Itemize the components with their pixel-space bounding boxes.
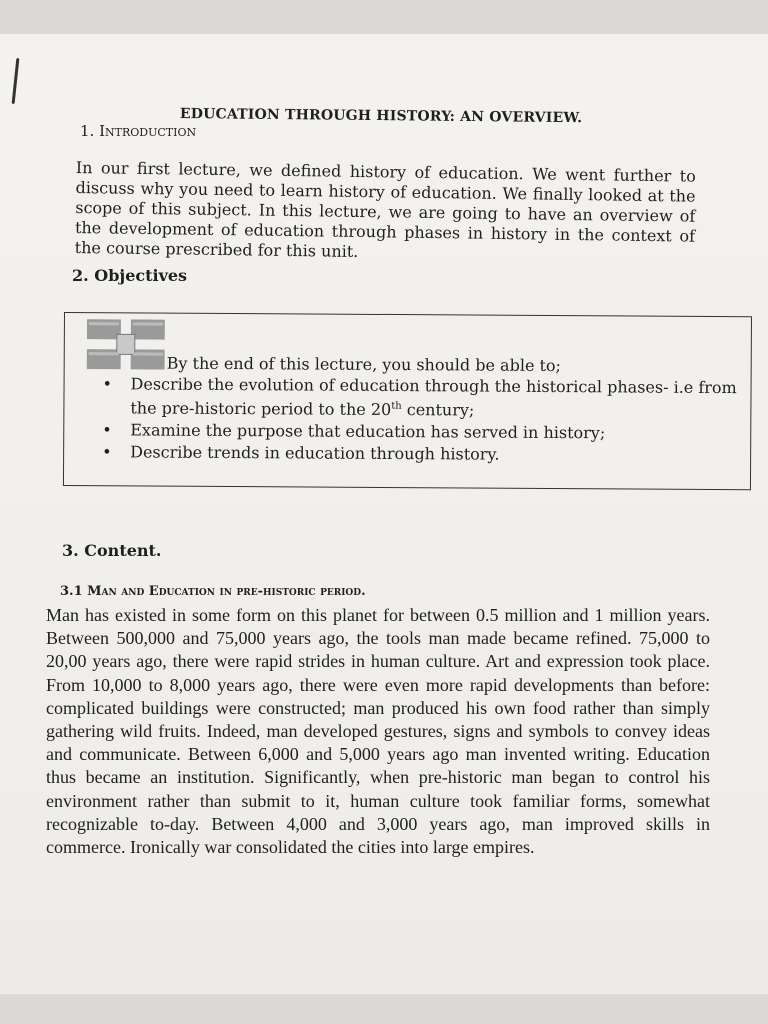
bullet-icon: • [102, 442, 112, 462]
content-heading: 3. Content. [62, 541, 162, 560]
objectives-heading: 2. Objectives [72, 266, 188, 285]
objective-item [102, 373, 742, 422]
section-heading: 3.1 Man and Education in pre-historic period. [60, 584, 366, 599]
introduction-heading: 1. Introduction [80, 122, 197, 140]
bullet-icon: • [102, 420, 112, 440]
objectives-intro: By the end of this lecture, you should be able to; [166, 353, 562, 376]
objectives-box [63, 312, 752, 490]
objectives-list [102, 373, 743, 467]
bullet-icon: • [102, 374, 113, 394]
objectives-cross-icon [87, 319, 165, 369]
objective-item [102, 442, 742, 467]
objective-text: Describe trends in education through history. [130, 442, 500, 464]
document-title: EDUCATION THROUGH HISTORY: AN OVERVIEW. [179, 106, 583, 127]
introduction-paragraph: In our first lecture, we defined history of education. We went further to discuss why you need to learn history of education. We finally looked at the scope of this subject. In this lecture, we are going to have an overview of the development of education through phases in history in the context of the course prescribed for this unit. [74, 158, 696, 261]
objective-text: Examine the purpose that education has served in history; [130, 420, 606, 443]
objective-item [102, 420, 742, 445]
section-paragraph: Man has existed in some form on this planet for between 0.5 million and 1 million years. Between 500,000 and 75,000 years ago, the tools man made became refined. 75,000 to 20,00 years ago, there were rapid strides in human culture. Art and expression took place. From 10,000 to 8,000 years ago, there were even more rapid developments than before: complicated buildings were constructed; man produced his own food rather than simply gathering wild fruits. Indeed, man developed gestures, signs and symbols to convey ideas and communicate. Between 6,000 and 5,000 years ago man invented writing. Education thus became an institution. Significantly, when pre-historic man began to control his environment rather than submit to it, human culture took familiar forms, somewhat recognizable to-day. Between 4,000 and 3,000 years ago, man improved skills in commerce. Ironically war consolidated the cities into large empires. [46, 605, 710, 858]
objective-text: Describe the evolution of education through the historical phases- i.e from the pre-historic period to the 20th century; [130, 374, 737, 420]
